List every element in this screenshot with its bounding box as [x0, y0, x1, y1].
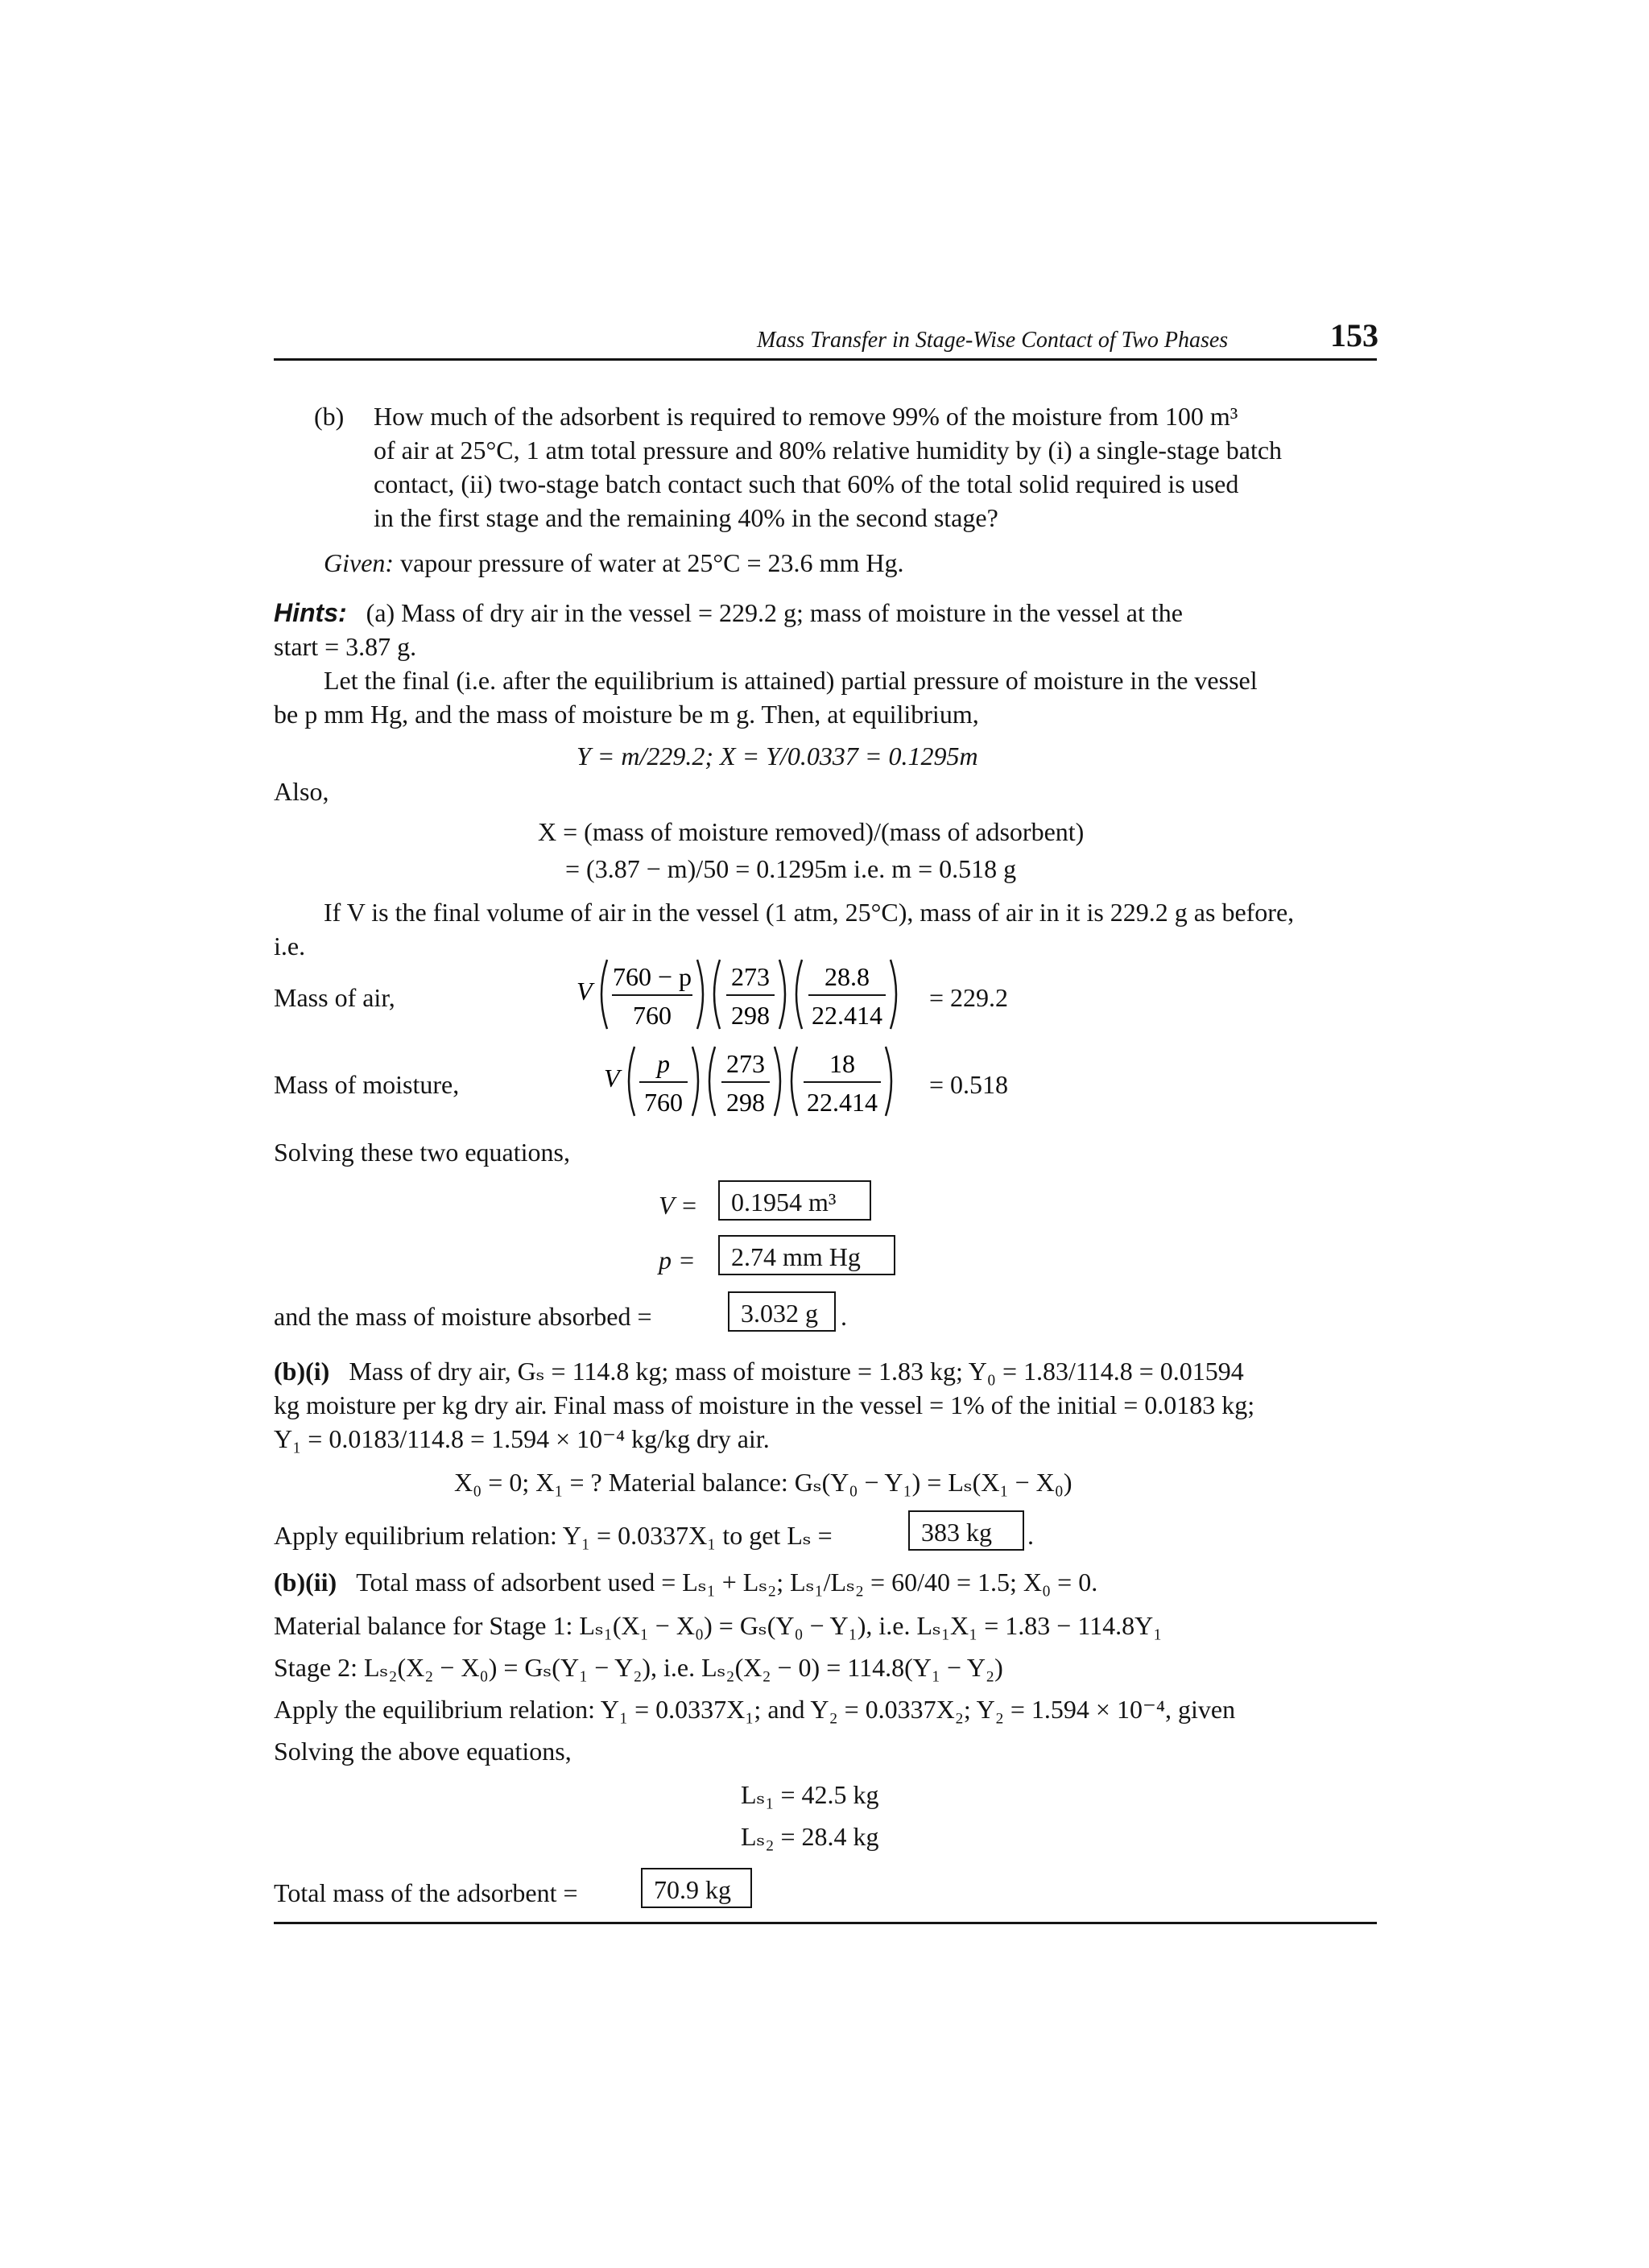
mass-moisture-rhs: = 0.518	[929, 1070, 1009, 1099]
problem-b-line-1: How much of the adsorbent is required to remove 99% of the moisture from 100 m³	[374, 402, 1238, 431]
moist-num-2: 273	[726, 1049, 765, 1078]
bii-label: (b)(ii)	[274, 1568, 337, 1597]
p-value-box	[718, 1235, 895, 1275]
page-number: 153	[1330, 317, 1378, 353]
equation-1: Y = m/229.2; X = Y/0.0337 = 0.1295m	[577, 742, 978, 770]
mass-moisture-label: Mass of moisture,	[274, 1070, 460, 1099]
absorbed-period: .	[841, 1302, 847, 1331]
total-value-box	[641, 1868, 752, 1908]
V-value: 0.1954 m³	[731, 1188, 837, 1217]
bi-line-3: Y₁ = 0.0183/114.8 = 1.594 × 10⁻⁴ kg/kg dry air.	[274, 1424, 770, 1453]
bii-line-1: Total mass of adsorbent used = Lₛ₁ + Lₛ₂; Lₛ₁/Lₛ₂ = 60/40 = 1.5; X₀ = 0.	[356, 1568, 1098, 1597]
hints-p3-line-2: i.e.	[274, 932, 306, 960]
bi-value-box	[908, 1510, 1024, 1551]
hints-a-line-1: Mass of dry air in the vessel = 229.2 g; mass of moisture in the vessel at the	[401, 598, 1183, 627]
mass-air-rhs: = 229.2	[929, 983, 1009, 1012]
moist-num-3: 18	[829, 1049, 855, 1078]
air-den-1: 760	[633, 1001, 672, 1030]
bii-line-2: Material balance for Stage 1: Lₛ₁(X₁ − X₀) = Gₛ(Y₀ − Y₁), i.e. Lₛ₁X₁ = 1.83 − 114.8Y₁	[274, 1611, 1163, 1640]
moist-den-2: 298	[726, 1088, 765, 1117]
air-den-3: 22.414	[812, 1001, 882, 1030]
footer-rule	[274, 1922, 1377, 1924]
absorbed-value: 3.032 g	[741, 1299, 818, 1328]
air-num-3: 28.8	[824, 962, 870, 991]
bi-period: .	[1027, 1521, 1034, 1550]
air-num-2: 273	[731, 962, 770, 991]
bii-line-3: Stage 2: Lₛ₂(X₂ − X₀) = Gₛ(Y₁ − Y₂), i.e. Lₛ₂(X₂ − 0) = 114.8(Y₁ − Y₂)	[274, 1653, 1003, 1682]
mass-moisture-V: V	[604, 1064, 620, 1093]
p-label: p =	[659, 1246, 696, 1274]
V-label: V =	[659, 1191, 698, 1220]
solving-label: Solving these two equations,	[274, 1138, 570, 1167]
Ls1-value: Lₛ₁ = 42.5 kg	[741, 1780, 879, 1809]
total-label: Total mass of the adsorbent =	[274, 1878, 578, 1907]
hints-p2-line-2: be p mm Hg, and the mass of moisture be m g. Then, at equilibrium,	[274, 700, 979, 729]
also-label: Also,	[274, 777, 329, 806]
bi-line-2: kg moisture per kg dry air. Final mass of moisture in the vessel = 1% of the initial = 0.0183 kg;	[274, 1390, 1255, 1419]
bi-label: (b)(i)	[274, 1357, 330, 1386]
hints-p3-line-1: If V is the final volume of air in the vessel (1 atm, 25°C), mass of air in it is 229.2 g as before,	[324, 898, 1295, 927]
mass-moisture-expression	[602, 1037, 957, 1126]
absorbed-label: and the mass of moisture absorbed =	[274, 1302, 652, 1331]
bii-line-4: Apply the equilibrium relation: Y₁ = 0.0337X₁; and Y₂ = 0.0337X₂; Y₂ = 1.594 × 10⁻⁴, given	[274, 1695, 1236, 1724]
bi-line-1: Mass of dry air, Gₛ = 114.8 kg; mass of moisture = 1.83 kg; Y₀ = 1.83/114.8 = 0.01594	[349, 1357, 1244, 1386]
problem-b-line-4: in the first stage and the remaining 40% in the second stage?	[374, 503, 998, 532]
hints-p2-line-1: Let the final (i.e. after the equilibrium is attained) partial pressure of moisture in the vessel	[324, 666, 1258, 695]
header-rule	[274, 358, 1377, 361]
Ls2-value: Lₛ₂ = 28.4 kg	[741, 1822, 879, 1851]
given-text: vapour pressure of water at 25°C = 23.6 mm Hg.	[400, 548, 904, 577]
air-num-1: 760 − p	[612, 962, 692, 991]
moist-den-1: 760	[644, 1088, 683, 1117]
hints-a-label: (a)	[366, 598, 395, 627]
problem-b-line-3: contact, (ii) two-stage batch contact such that 60% of the total solid required is used	[374, 469, 1239, 498]
mass-air-V: V	[577, 977, 593, 1006]
given-label: Given:	[324, 548, 395, 577]
bi-value: 383 kg	[921, 1518, 992, 1547]
bii-line-5: Solving the above equations,	[274, 1737, 572, 1766]
running-title: Mass Transfer in Stage-Wise Contact of Two Phases	[757, 328, 1229, 353]
p-value: 2.74 mm Hg	[731, 1242, 861, 1271]
problem-b-line-2: of air at 25°C, 1 atm total pressure and 80% relative humidity by (i) a single-stage batch	[374, 436, 1283, 465]
hints-label: Hints:	[274, 598, 347, 627]
bi-equation: X₀ = 0; X₁ = ? Material balance: Gₛ(Y₀ − Y₁) = Lₛ(X₁ − X₀)	[454, 1468, 1072, 1497]
equation-2-line-2: = (3.87 − m)/50 = 0.1295m i.e. m = 0.518 g	[565, 854, 1017, 883]
bi-apply: Apply equilibrium relation: Y₁ = 0.0337X₁ to get Lₛ =	[274, 1521, 833, 1550]
absorbed-value-box	[728, 1291, 836, 1332]
V-value-box	[718, 1180, 871, 1221]
moist-num-1: p	[657, 1049, 670, 1078]
hints-a-line-2: start = 3.87 g.	[274, 632, 417, 661]
moist-den-3: 22.414	[807, 1088, 878, 1117]
problem-b-label: (b)	[314, 402, 345, 431]
air-den-2: 298	[731, 1001, 770, 1030]
equation-2-line-1: X = (mass of moisture removed)/(mass of adsorbent)	[538, 817, 1085, 846]
total-value: 70.9 kg	[654, 1875, 731, 1904]
mass-air-label: Mass of air,	[274, 983, 395, 1012]
